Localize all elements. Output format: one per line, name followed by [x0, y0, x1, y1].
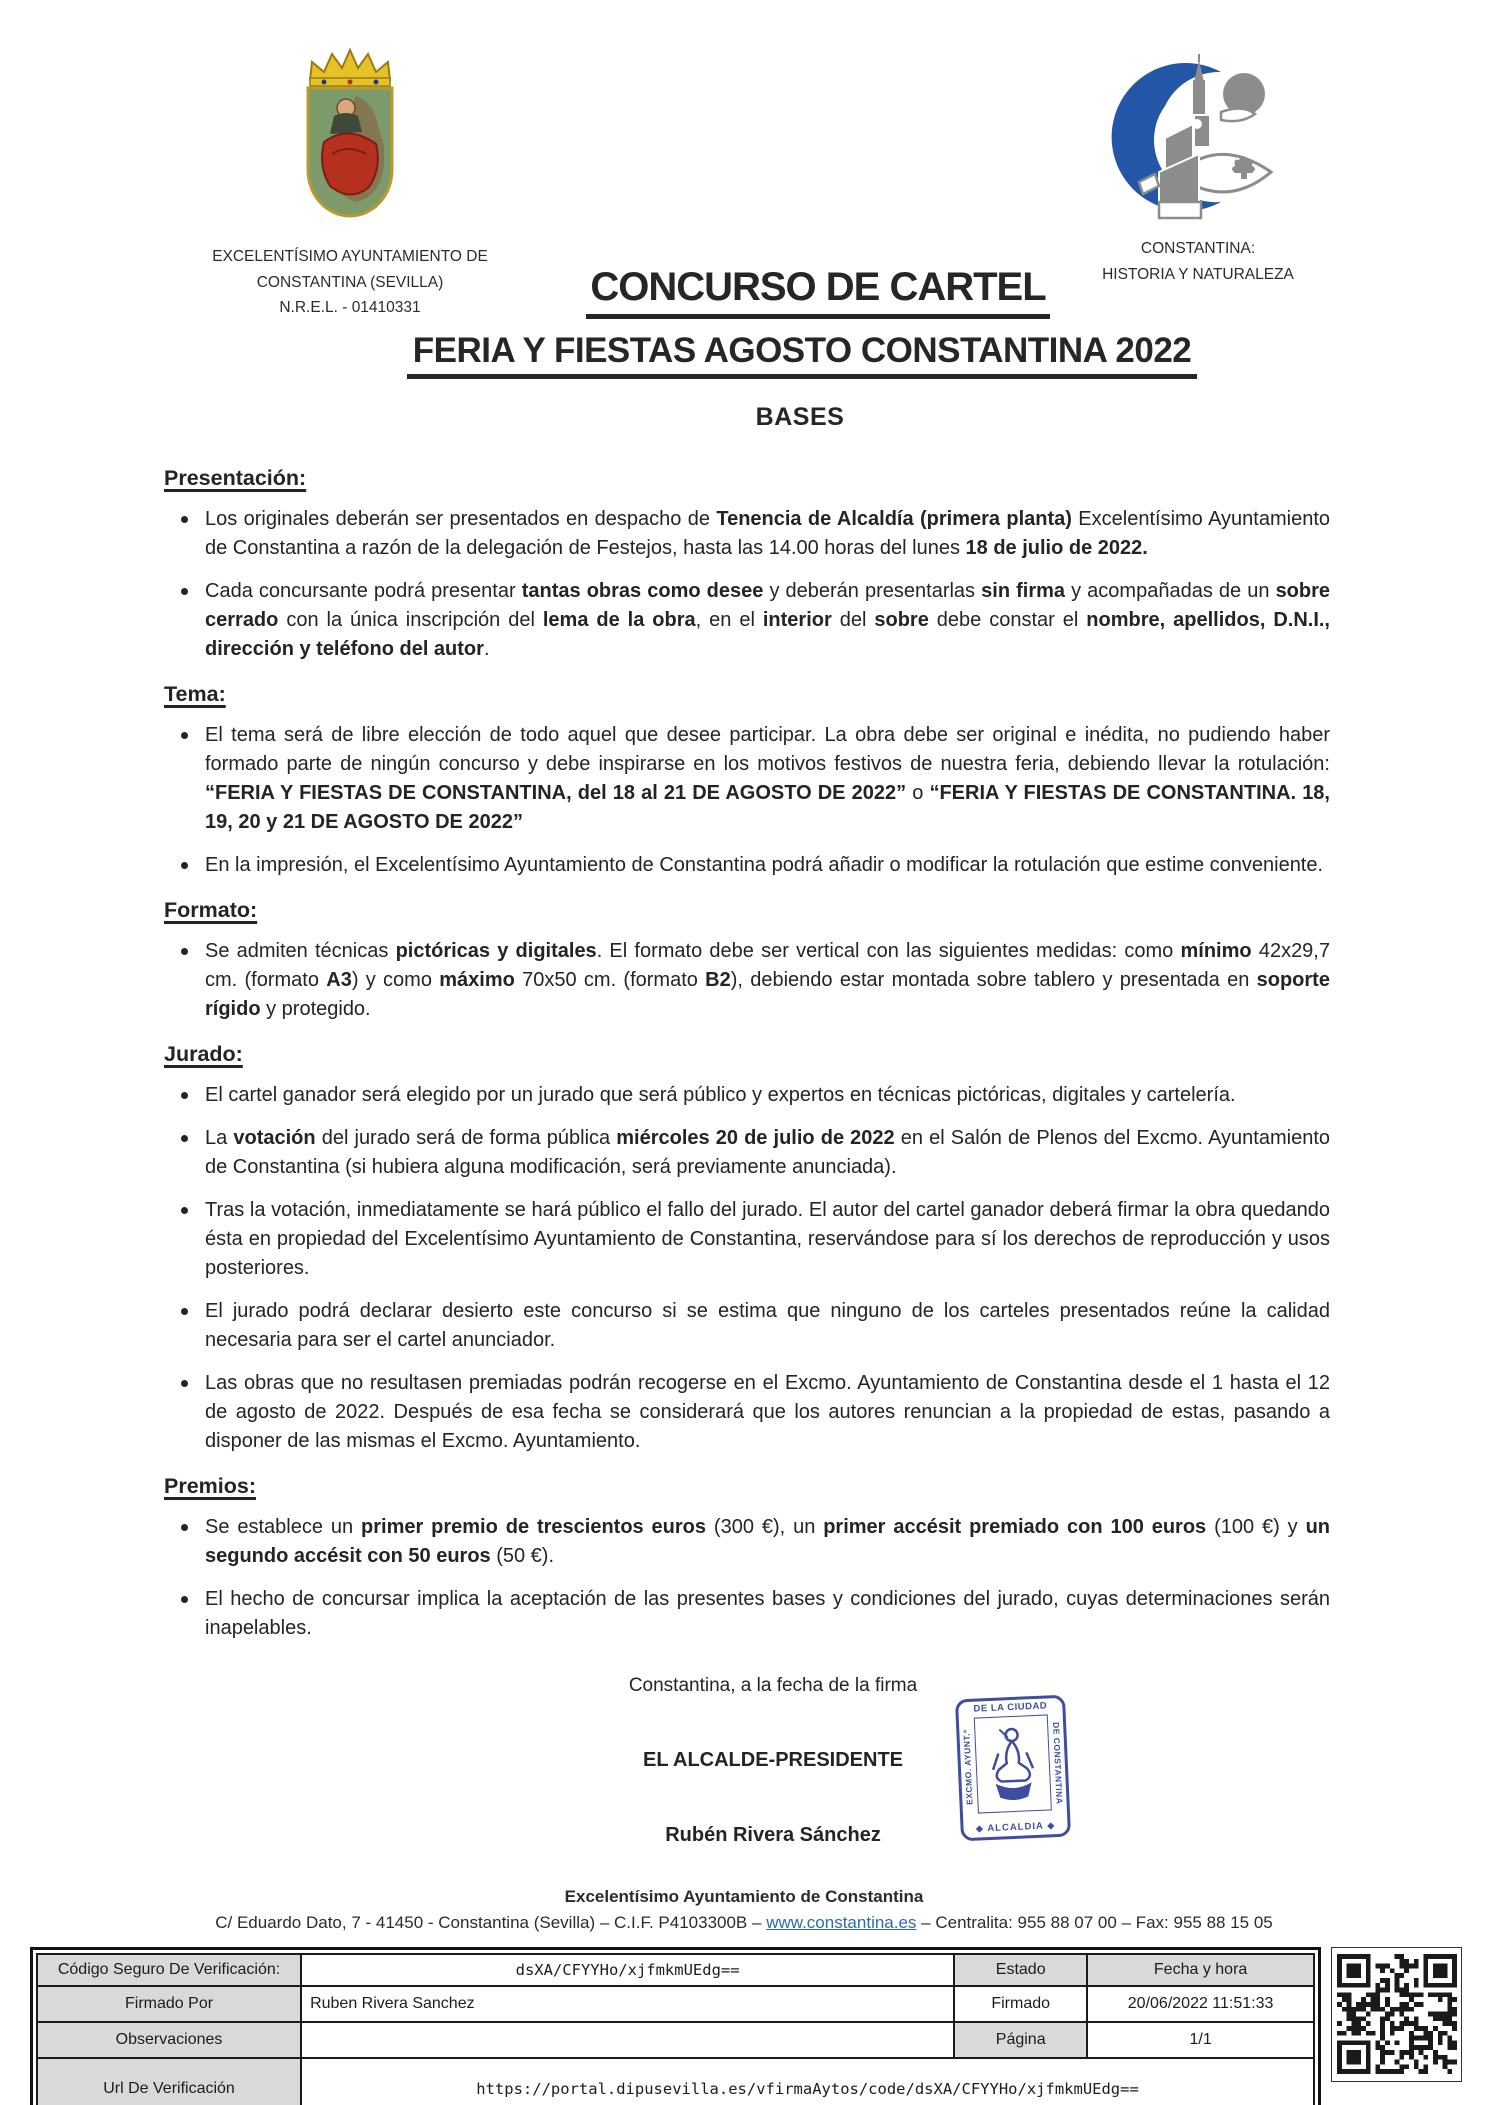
signature-role: EL ALCALDE-PRESIDENTE — [642, 1748, 904, 1771]
text-run: sobre cerrado — [205, 579, 1331, 631]
text-run: A3 — [326, 968, 352, 991]
text-run: La — [205, 1126, 234, 1149]
text-run: El tema será de libre elección de todo aquel que desee participar. La obra debe ser original e inédita, no pudiendo haber formado parte de ningún concurso y debe inspirarse en los motivos festivos de nuestra feria, debiendo llevar la rotulación: — [205, 723, 1330, 775]
text-run: . El formato debe ser vertical con las siguientes medidas: como — [596, 939, 1181, 962]
section-tema — [164, 682, 1330, 880]
bullet-list — [164, 505, 1330, 664]
table-row — [37, 1954, 1314, 1986]
org-line-3: N.R.E.L. - 01410331 — [279, 299, 421, 317]
url-label: Url De Verificación — [37, 2058, 301, 2105]
bullet-item — [164, 1081, 1330, 1110]
table-row — [37, 1986, 1314, 2022]
bullet-item — [164, 1369, 1330, 1456]
header-title-area — [564, 40, 1072, 321]
observaciones-label: Observaciones — [37, 2022, 301, 2058]
text-run: “FERIA Y FIESTAS DE CONSTANTINA. 18, 19, 20 y 21 DE AGOSTO DE 2022” — [205, 781, 1330, 833]
observaciones-value — [301, 2022, 954, 2058]
text-run: 42x29,7 cm. (formato — [205, 939, 1330, 991]
document-title: CONCURSO DE CARTEL — [586, 265, 1049, 319]
section-heading: Formato: — [164, 897, 258, 922]
bases-label: BASES — [755, 402, 845, 431]
text-run: Cada concursante podrá presentar — [205, 579, 522, 602]
qr-code — [1331, 1947, 1462, 2082]
text-run: primer premio de trescientos euros — [361, 1515, 707, 1538]
estado-value: Firmado — [954, 1986, 1087, 2022]
bases-area — [56, 403, 1488, 432]
footer — [0, 1887, 1488, 1933]
bullet-item — [164, 721, 1330, 837]
section-heading: Tema: — [164, 681, 226, 706]
bullet-list — [164, 1081, 1330, 1456]
text-run: (50 €). — [490, 1544, 555, 1567]
text-run: debe constar el — [928, 608, 1087, 631]
firmado-por-value: Ruben Rivera Sanchez — [301, 1986, 954, 2022]
text-run: “FERIA Y FIESTAS DE CONSTANTINA, del 18 al 21 DE AGOSTO DE 2022” — [205, 781, 907, 804]
document-subtitle: FERIA Y FIESTAS AGOSTO CONSTANTINA 2022 — [407, 331, 1198, 379]
bullet-item — [164, 577, 1330, 664]
coat-of-arms-icon — [294, 46, 406, 234]
bullet-list — [164, 937, 1330, 1024]
text-run: 70x50 cm. (formato — [514, 968, 706, 991]
section-presentacion — [164, 466, 1330, 664]
text-run: Excelentísimo Ayuntamiento de Constantina a razón de la delegación de Festejos, hasta las 14.00 horas del lunes — [205, 507, 1331, 559]
bullet-list — [164, 721, 1330, 880]
stamp-right-text: DE CONSTANTINA — [1051, 1721, 1065, 1805]
csv-value: dsXA/CFYYHo/xjfmkmUEdg== — [301, 1954, 954, 1986]
csv-label: Código Seguro De Verificación: — [37, 1954, 301, 1986]
footer-org: Excelentísimo Ayuntamiento de Constantina — [564, 1886, 924, 1906]
text-run: del jurado será de forma pública — [315, 1126, 617, 1149]
text-run: (300 €), un — [706, 1515, 824, 1538]
text-run: y deberán presentarlas — [763, 579, 982, 602]
text-run: , en el — [695, 608, 763, 631]
website-link[interactable]: www.constantina.es — [766, 1912, 917, 1932]
text-run: Se establece un — [205, 1515, 362, 1538]
bullet-list — [164, 1513, 1330, 1643]
text-run: un segundo accésit con 50 euros — [205, 1515, 1330, 1567]
bullet-item — [164, 937, 1330, 1024]
text-run: Tras la votación, inmediatamente se hará público el fallo del jurado. El autor del cartel ganador deberá firmar la obra quedando ésta en propiedad del Excelentísimo Ayuntamiento de Constantina, reservándose para sí los derechos de reproducción y usos posteriores. — [205, 1198, 1330, 1279]
pagina-value: 1/1 — [1087, 2022, 1314, 2058]
bullet-item — [164, 505, 1330, 563]
verification-strip — [30, 1947, 1462, 2105]
table-row — [37, 2022, 1314, 2058]
constantina-logo-icon — [1103, 54, 1293, 224]
text-run: nombre, apellidos, D.N.I., dirección y teléfono del autor — [205, 608, 1330, 660]
text-run: pictóricas y digitales — [395, 939, 597, 962]
alcaldia-stamp-icon — [955, 1694, 1071, 1841]
verification-table — [30, 1947, 1321, 2105]
org-line-right-1: CONSTANTINA: — [1140, 240, 1256, 257]
text-run: (100 €) y — [1206, 1515, 1306, 1538]
bullet-item — [164, 1585, 1330, 1643]
text-run: Las obras que no resultasen premiadas podrán recogerse en el Excmo. Ayuntamiento de Constantina desde el 1 hasta el 12 de agosto de 2022. Después de esa fecha se considerará que los autores renuncian a la propiedad de estas, pasando a disponer de las mismas el Excmo. Ayuntamiento. — [205, 1371, 1330, 1452]
text-run: primer accésit premiado con 100 euros — [823, 1515, 1207, 1538]
text-run: ) y como — [351, 968, 440, 991]
bullet-item — [164, 1124, 1330, 1182]
text-run: votación — [233, 1126, 316, 1149]
text-run: El jurado podrá declarar desierto este concurso si se estima que ninguno de los carteles presentados reúne la calidad necesaria para ser el cartel anunciador. — [205, 1299, 1330, 1351]
text-run: miércoles 20 de julio de 2022 — [616, 1126, 895, 1149]
section-premios — [164, 1474, 1330, 1643]
text-run: . — [483, 637, 490, 660]
text-run: del — [831, 608, 875, 631]
fecha-value: 20/06/2022 11:51:33 — [1087, 1986, 1314, 2022]
sections — [0, 432, 1488, 1643]
bullet-item — [164, 851, 1330, 880]
stamp-top-text: DE LA CIUDAD — [973, 1700, 1048, 1715]
signature-name: Rubén Rivera Sánchez — [665, 1823, 881, 1846]
org-line-right-2: HISTORIA Y NATURALEZA — [1102, 265, 1294, 283]
text-run: y acompañadas de un — [1065, 579, 1276, 602]
pagina-label: Página — [954, 2022, 1087, 2058]
text-run: o — [906, 781, 930, 804]
bullet-item — [164, 1297, 1330, 1355]
text-run: tantas obras como desee — [521, 579, 764, 602]
footer-address — [120, 1913, 1368, 1933]
url-value: https://portal.dipusevilla.es/vfirmaAytos/code/dsXA/CFYYHo/xjfmkmUEdg== — [301, 2058, 1314, 2105]
section-heading: Jurado: — [164, 1041, 243, 1066]
text-run: mínimo — [1180, 939, 1252, 962]
stamp-bottom-text: ◆ ALCALDIA ◆ — [975, 1819, 1056, 1835]
text-run: y protegido. — [260, 997, 371, 1020]
text-run: Los originales deberán ser presentados en despacho de — [205, 507, 717, 530]
header-right-org — [1038, 40, 1358, 321]
text-run: soporte rígido — [205, 968, 1330, 1020]
stamp-figure-icon — [974, 1714, 1052, 1813]
section-formato — [164, 898, 1330, 1024]
text-run: sin firma — [981, 579, 1066, 602]
footer-address-post: – Centralita: 955 88 07 00 – Fax: 955 88 15 05 — [916, 1912, 1273, 1932]
text-run: interior — [762, 608, 832, 631]
section-heading: Presentación: — [164, 465, 307, 490]
estado-header: Estado — [954, 1954, 1087, 1986]
text-run: El cartel ganador será elegido por un jurado que será público y expertos en técnicas pictóricas, digitales y cartelería. — [205, 1083, 1236, 1106]
text-run: El hecho de concursar implica la aceptación de las presentes bases y condiciones del jurado, cuyas determinaciones serán inapelables. — [205, 1587, 1330, 1639]
text-run: 18 de julio de 2022. — [965, 536, 1148, 559]
footer-address-pre: C/ Eduardo Dato, 7 - 41450 - Constantina (Sevilla) – C.I.F. P4103300B – — [215, 1912, 767, 1932]
firmado-por-label: Firmado Por — [37, 1986, 301, 2022]
text-run: B2 — [705, 968, 731, 991]
table-row — [37, 2058, 1314, 2105]
org-line-2: CONSTANTINA (SEVILLA) — [256, 273, 444, 291]
org-line-1: EXCELENTÍSIMO AYUNTAMIENTO DE — [212, 248, 488, 265]
bullet-item — [164, 1513, 1330, 1571]
text-run: ), debiendo estar montada sobre tablero y presentada en — [730, 968, 1257, 991]
text-run: Se admiten técnicas — [205, 939, 396, 962]
text-run: sobre — [874, 608, 929, 631]
text-run: lema de la obra — [542, 608, 696, 631]
bullet-item — [164, 1196, 1330, 1283]
text-run: En la impresión, el Excelentísimo Ayuntamiento de Constantina podrá añadir o modificar la rotulación que estime conveniente. — [205, 853, 1324, 876]
header-left-org — [170, 40, 530, 321]
signature-block — [0, 1657, 1488, 1881]
subtitle-area — [58, 331, 1488, 379]
signature-place-line: Constantina, a la fecha de la firma — [628, 1674, 918, 1696]
header — [0, 0, 1488, 321]
text-run: con la única inscripción del — [278, 608, 543, 631]
stamp-left-text: EXCMO. AYUNT.ª — [961, 1728, 975, 1805]
text-run: Tenencia de Alcaldía (primera planta) — [716, 507, 1072, 530]
text-run: máximo — [439, 968, 515, 991]
text-run: en el Salón de Plenos del Excmo. Ayuntamiento de Constantina (si hubiera alguna modificación, será previamente anunciada). — [205, 1126, 1331, 1178]
fecha-header: Fecha y hora — [1087, 1954, 1314, 1986]
section-heading: Premios: — [164, 1473, 257, 1498]
section-jurado — [164, 1042, 1330, 1456]
